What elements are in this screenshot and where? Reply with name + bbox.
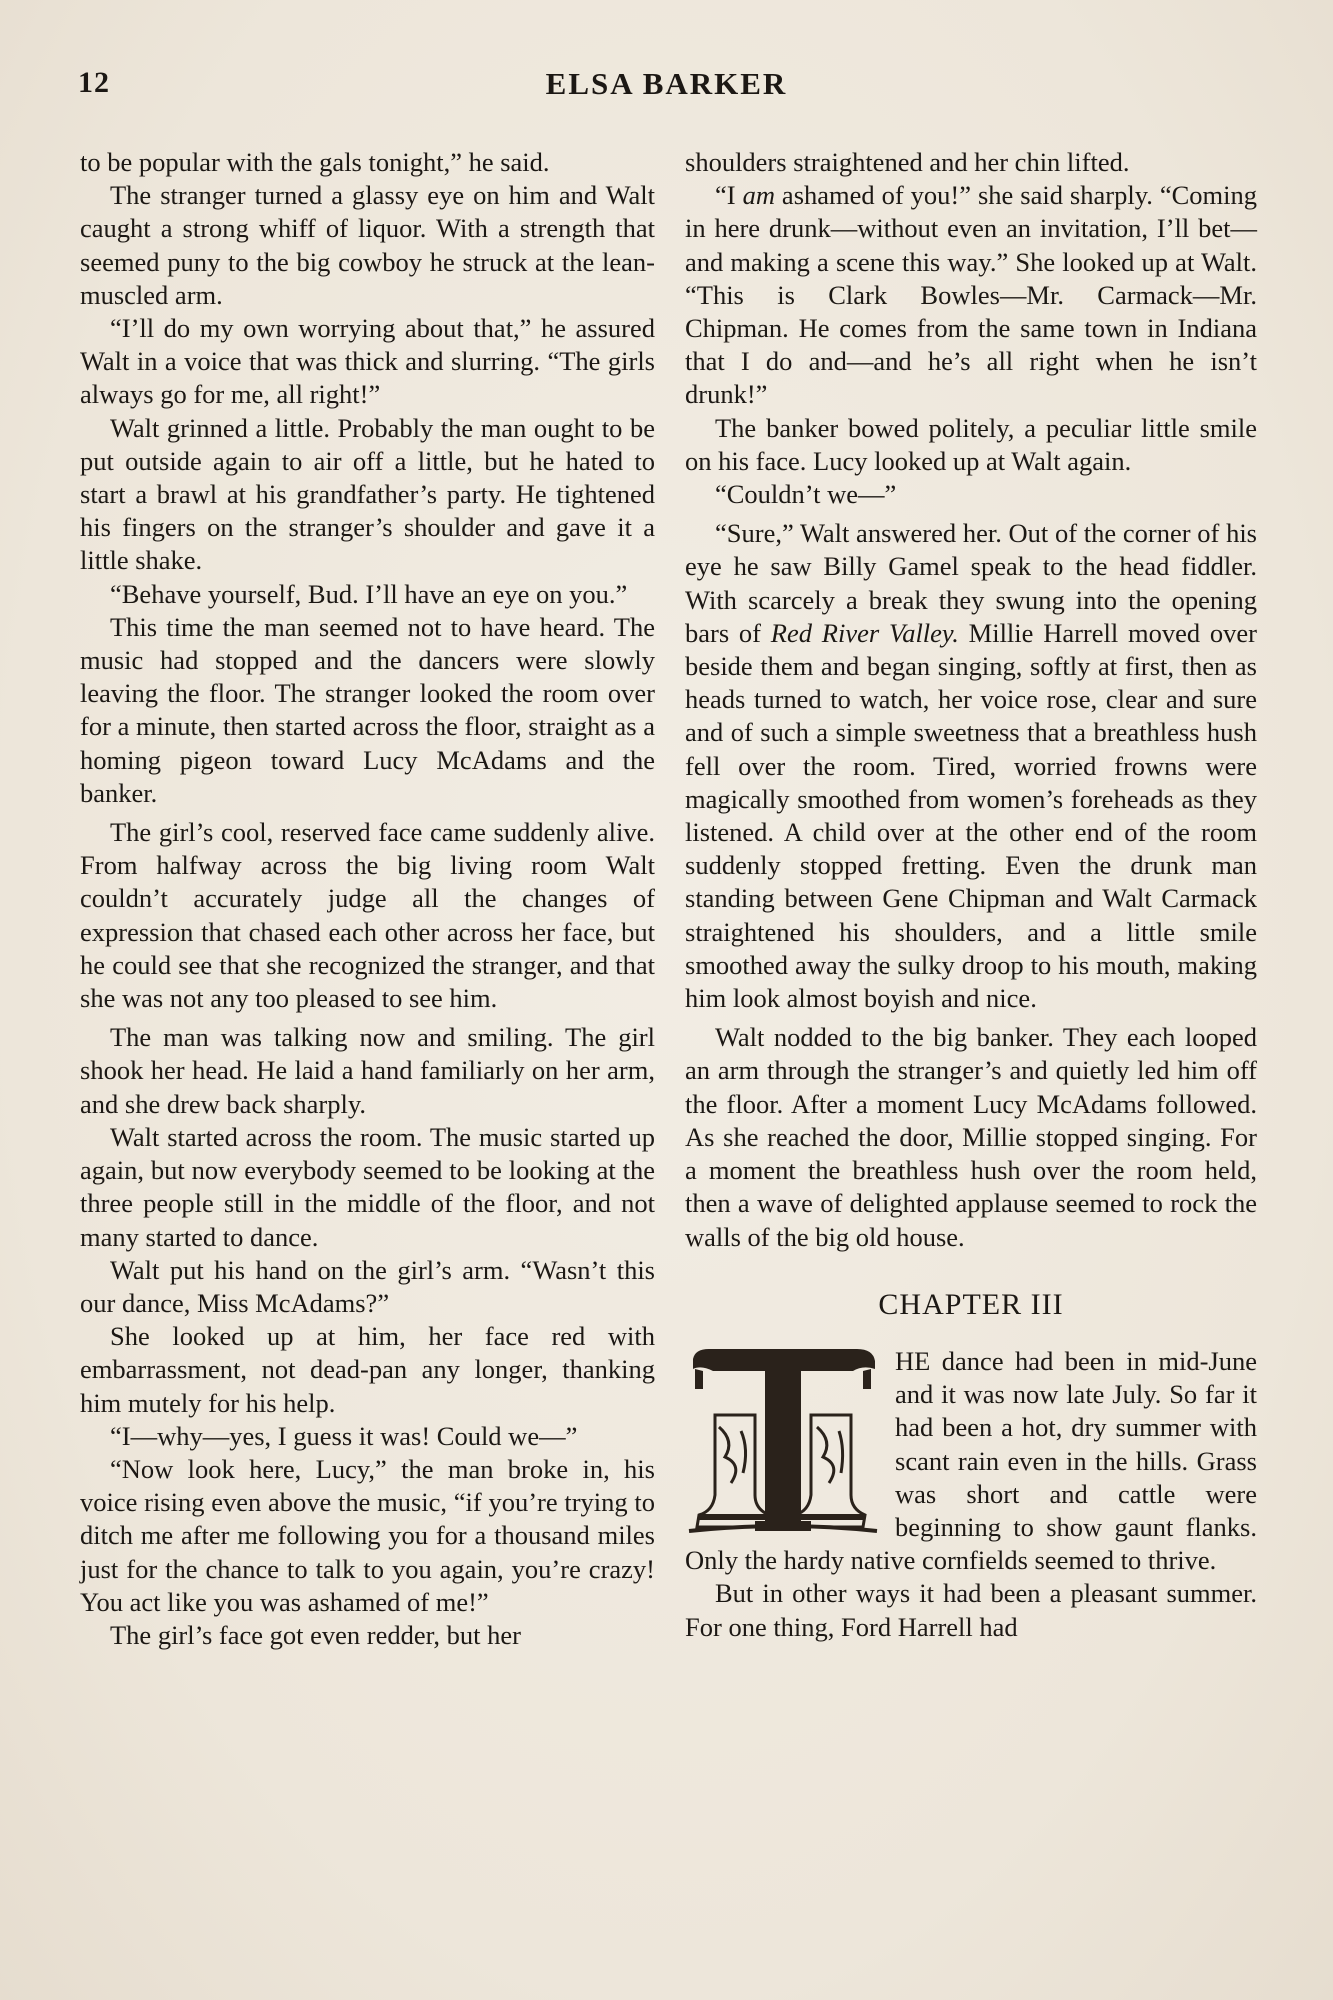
paragraph: shoulders straightened and her chin lifted.	[685, 147, 1130, 177]
paragraph: to be popular with the gals tonight,” he said.	[80, 147, 550, 177]
paragraph: “Now look here, Lucy,” the man broke in, his voice rising even above the music, “if you’re trying to ditch me after me following you for a thousand miles just for the chance to talk to you again, you’re crazy! You act like you was ashamed of me!”	[80, 1453, 655, 1617]
paragraph: “I’ll do my own worrying about that,” he assured Walt in a voice that was thick and slurring. “The girls always go for me, all right!”	[80, 313, 655, 410]
song-title: Red River Valley.	[770, 617, 959, 648]
decorative-dropcap	[685, 1345, 881, 1539]
author-header: ELSA BARKER	[545, 66, 788, 101]
right-column	[685, 146, 1257, 1644]
running-head	[78, 66, 1255, 106]
paragraph: The man was talking now and smiling. The girl shook her head. He laid a hand familiarly on her arm, and she drew back sharply.	[80, 1022, 655, 1119]
paragraph: The girl’s cool, reserved face came suddenly alive. From halfway across the big living room Walt couldn’t accurately judge all the changes of expression that chased each other across her face, but he could see that she recognized the stranger, and that she was not any too pleased to see him.	[80, 817, 655, 1014]
paragraph: The stranger turned a glassy eye on him and Walt caught a strong whiff of liquor. With a strength that seemed puny to the big cowboy he struck at the lean-muscled arm.	[80, 180, 655, 310]
paragraph: “Sure,” Walt answered her. Out of the corner of his eye he saw Billy Gamel speak to the head fiddler. With scarcely a break they swung into the opening bars of Red River Valley. Millie Harrell moved over beside them and began singing, softly at first, then as heads turned to watch, her voice rose, clear and sure and of such a simple sweetness that a breathless hush fell over the room. Tired, worried frowns were magically smoothed from women’s foreheads as they listened. A child over at the other end of the room suddenly stopped fretting. Even the drunk man standing between Gene Chipman and Walt Carmack straightened his shoulders, and a little smile smoothed away the sulky droop to his mouth, making him look almost boyish and nice.	[685, 518, 1257, 1014]
paragraph: “Behave yourself, Bud. I’ll have an eye on you.”	[110, 578, 628, 609]
paragraph: “I—why—yes, I guess it was! Could we—”	[110, 1420, 578, 1451]
paragraph: “I am ashamed of you!” she said sharply. “Coming in here drunk—without even an invitation, I’ll bet—and making a scene this way.” She looked up at Walt. “This is Clark Bowles—Mr. Carmack—Mr. Chipman. He comes from the same town in Indiana that I do and—and he’s all right when he isn’t drunk!”	[685, 180, 1257, 410]
paragraph: The girl’s face got even redder, but her	[110, 1619, 521, 1650]
page-number: 12	[78, 66, 110, 99]
paragraph: Walt grinned a little. Probably the man ought to be put outside again to air off a little, but he hated to start a brawl at his grandfather’s party. He tightened his fingers on the stranger’s shoulder and gave it a little shake.	[80, 412, 655, 576]
cowboy-boots-ornament-icon	[685, 1345, 881, 1539]
paragraph: Walt put his hand on the girl’s arm. “Wasn’t this our dance, Miss McAdams?”	[80, 1254, 655, 1318]
chapter-opening-paragraph: HE dance had been in mid-June and it was now late July. So far it had been a hot, dry summer with scant rain even in the hills. Grass was short and cattle were beginning to show gaunt flanks. Only the hardy native cornfields seemed to thrive.	[685, 1345, 1257, 1576]
paragraph: Walt started across the room. The music started up again, but now everybody seemed to be looking at the three people still in the middle of the floor, and not many started to dance.	[80, 1121, 655, 1252]
paragraph: The banker bowed politely, a peculiar little smile on his face. Lucy looked up at Walt again.	[685, 412, 1257, 476]
paragraph: She looked up at him, her face red with embarrassment, not dead-pan any longer, thanking him mutely for his help.	[80, 1321, 655, 1418]
chapter-heading: CHAPTER III	[878, 1287, 1064, 1321]
paragraph: Walt nodded to the big banker. They each looped an arm through the stranger’s and quietly led him off the floor. After a moment Lucy McAdams followed. As she reached the door, Millie stopped singing. For a moment the breathless hush over the room held, then a wave of delighted applause seemed to rock the walls of the big old house.	[685, 1022, 1257, 1252]
paragraph: But in other ways it had been a pleasant summer. For one thing, Ford Harrell had	[685, 1578, 1257, 1642]
paragraph: This time the man seemed not to have heard. The music had stopped and the dancers were slowly leaving the floor. The stranger looked the room over for a minute, then started across the floor, straight as a homing pigeon toward Lucy McAdams and the banker.	[80, 611, 655, 808]
left-column	[80, 146, 655, 1652]
paragraph: “Couldn’t we—”	[715, 479, 897, 510]
